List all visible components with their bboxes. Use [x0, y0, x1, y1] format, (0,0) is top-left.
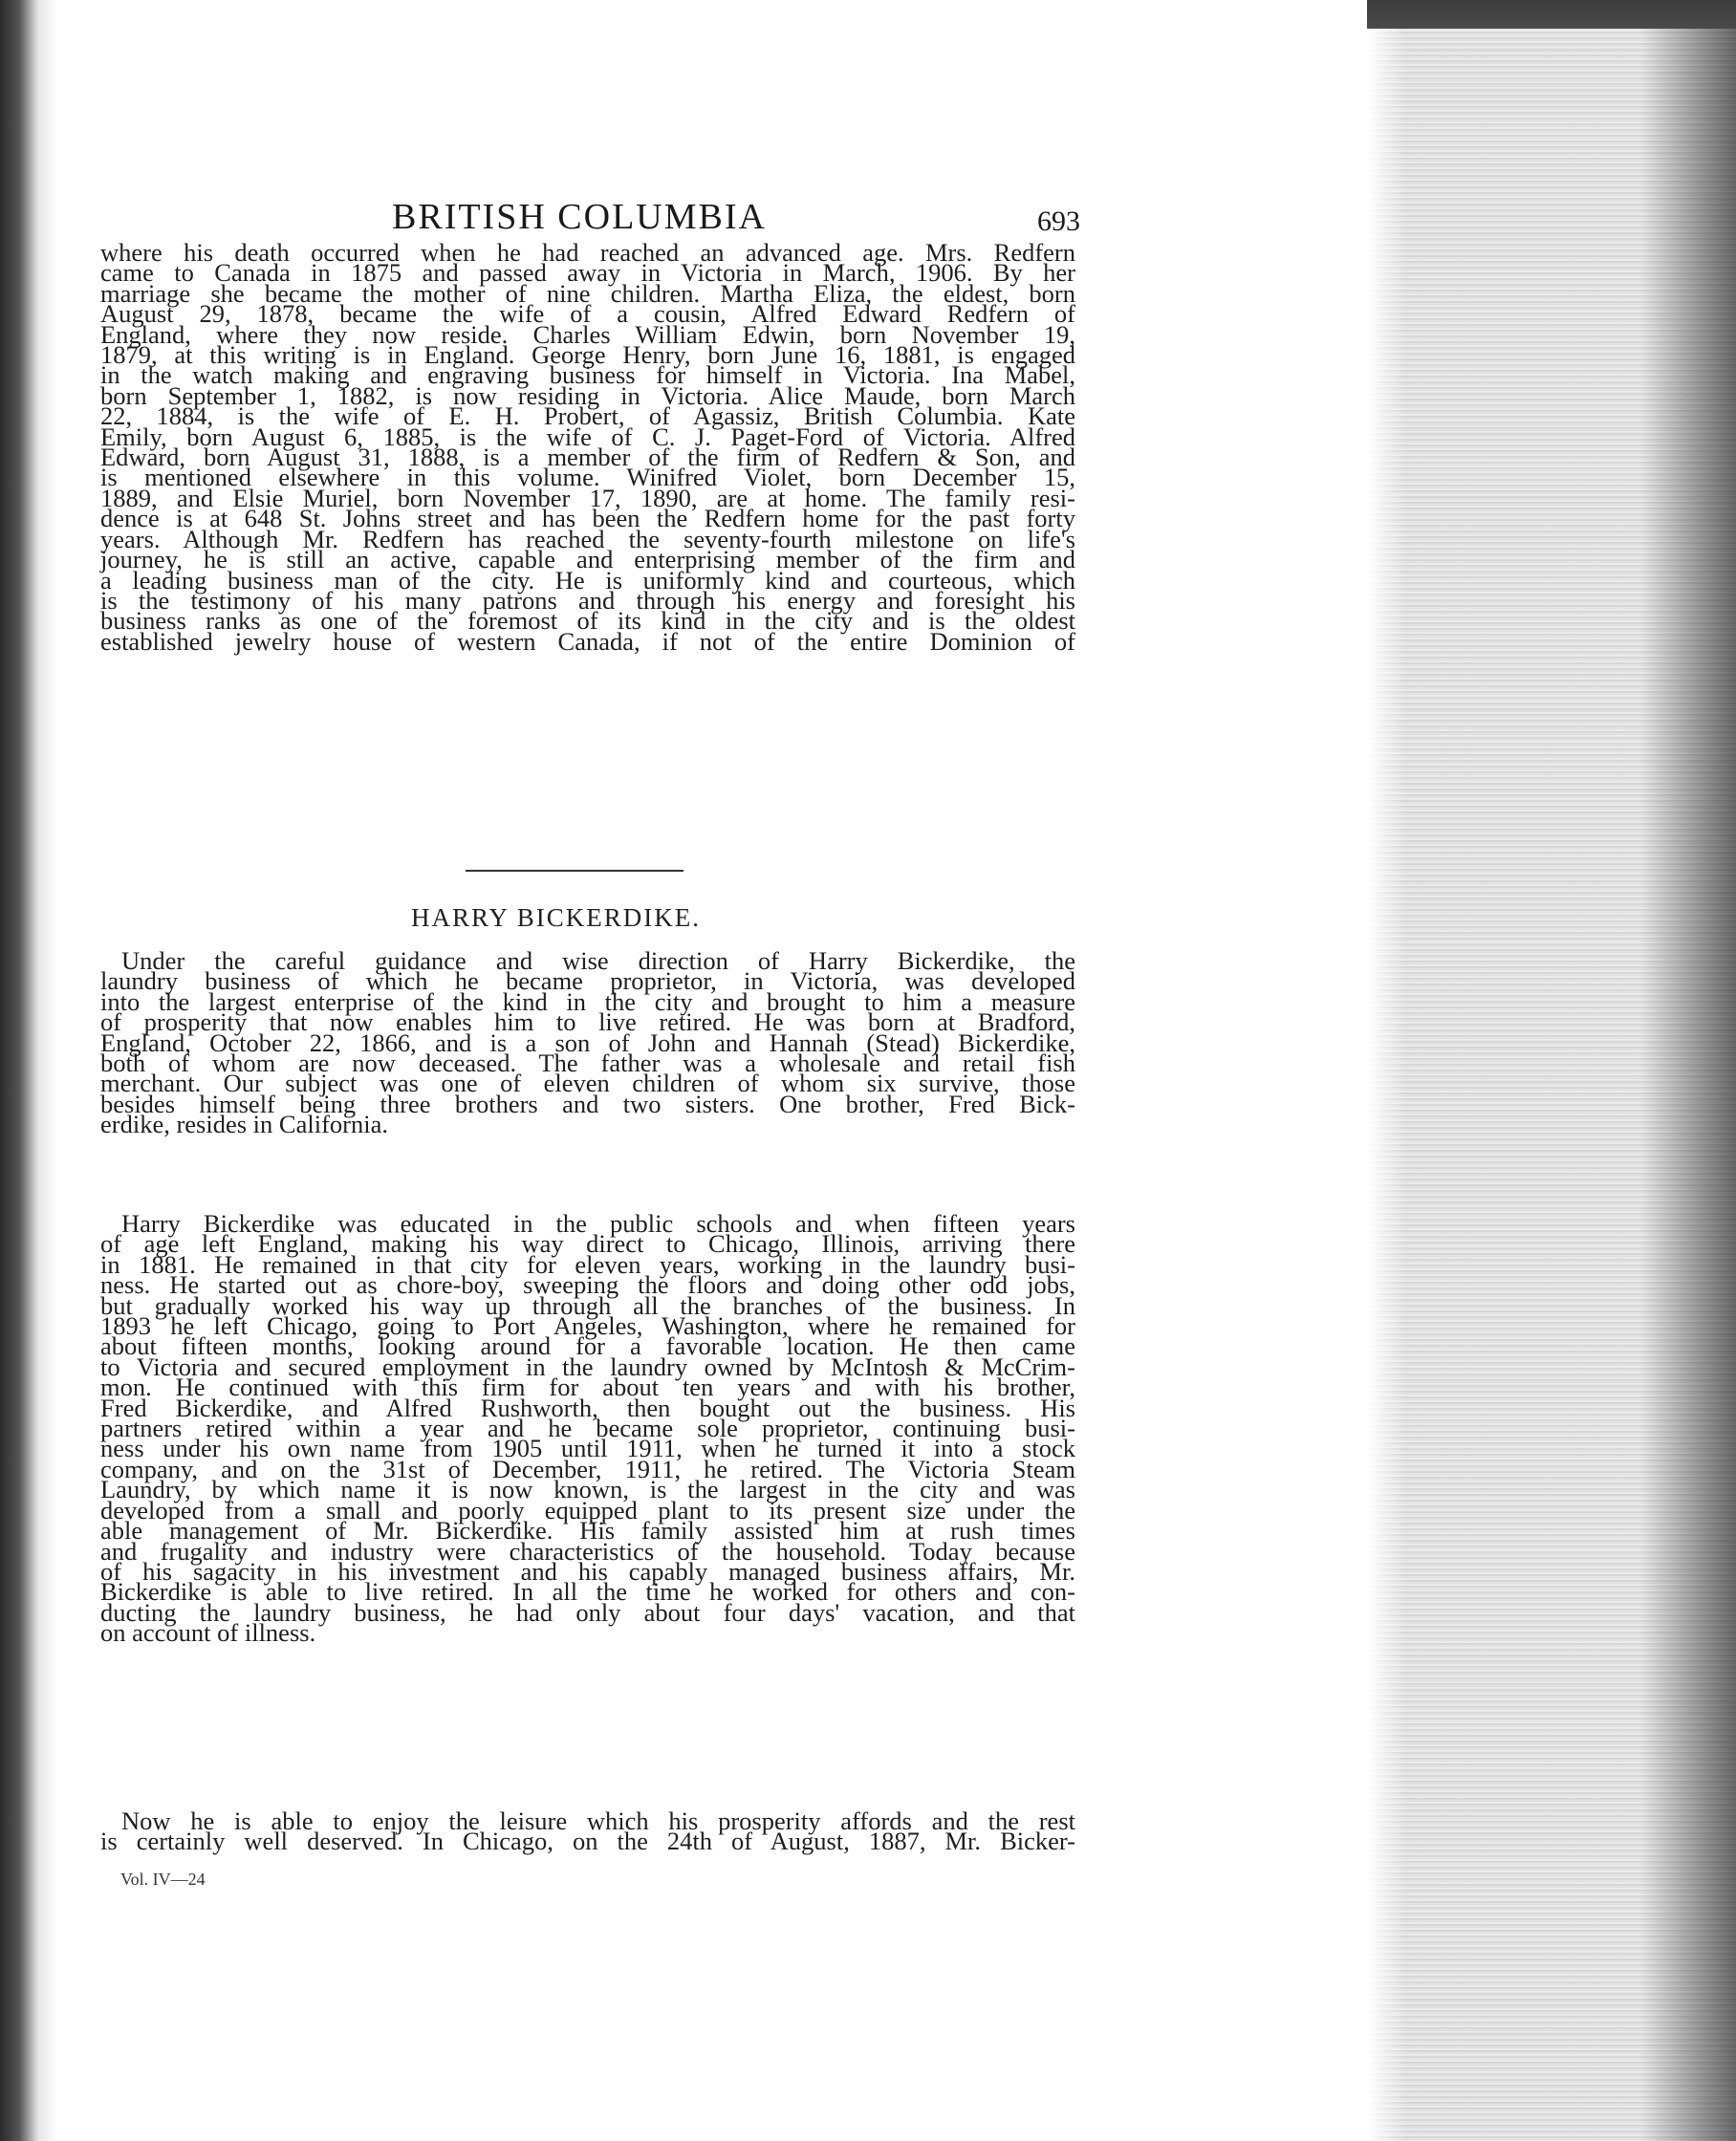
text-line: born September 1, 1882, is now residing in Victoria. Alice Maude, born March	[100, 380, 1075, 410]
text-line: Harry Bickerdike was educated in the public schools and when fifteen years	[121, 1209, 1075, 1238]
text-line: is mentioned elsewhere in this volume. Winifred Violet, born December 15,	[100, 463, 1075, 492]
text-line: came to Canada in 1875 and passed away in Victoria in March, 1906. By her	[100, 258, 1075, 288]
text-line: developed from a small and poorly equipped plant to its present size under the	[100, 1495, 1075, 1525]
text-line: ness under his own name from 1905 until 1911, when he turned it into a stock	[100, 1434, 1075, 1463]
text-line: into the largest enterprise of the kind in the city and brought to him a measure	[100, 986, 1075, 1016]
text-line: 1893 he left Chicago, going to Port Angeles, Washington, where he remained for	[100, 1311, 1075, 1341]
text-line: marriage she became the mother of nine children. Martha Eliza, the eldest, born	[100, 278, 1075, 308]
text-line: of age left England, making his way direct to Chicago, Illinois, arriving there	[100, 1229, 1075, 1259]
page-edges	[1367, 29, 1736, 2141]
text-line: is the testimony of his many patrons and through his energy and foresight his	[100, 585, 1075, 615]
text-line: in 1881. He remained in that city for eleven years, working in the laundry busi-	[100, 1249, 1075, 1279]
text-line: is certainly well deserved. In Chicago, on the 24th of August, 1887, Mr. Bicker-	[100, 1827, 1075, 1856]
text-line: besides himself being three brothers and two sisters. One brother, Fred Bick-	[100, 1089, 1075, 1118]
paragraph-intro	[100, 946, 1075, 1139]
text-line: years. Although Mr. Redfern has reached the seventy-fourth milestone on life's	[100, 524, 1075, 553]
text-line: Fred Bickerdike, and Alfred Rushworth, then bought out the business. His	[100, 1393, 1075, 1422]
paragraph-career	[100, 1209, 1075, 1648]
text-line: journey, he is still an active, capable and enterprising member of the firm and	[100, 545, 1075, 574]
text-line: August 29, 1878, became the wife of a cousin, Alfred Edward Redfern of	[100, 299, 1075, 329]
book-gutter	[0, 0, 57, 2141]
text-line: Under the careful guidance and wise direction of Harry Bickerdike, the	[121, 946, 1075, 975]
text-line: Emily, born August 6, 1885, is the wife of C. J. Paget-Ford of Victoria. Alfred	[100, 422, 1075, 451]
running-head: BRITISH COLUMBIA	[392, 197, 767, 237]
text-line: of his sagacity in his investment and his capably managed business affairs, Mr.	[100, 1556, 1075, 1586]
text-line: 1889, and Elsie Muriel, born November 17, 1890, are at home. The family resi-	[100, 483, 1075, 512]
volume-signature: Vol. IV—24	[120, 1870, 206, 1889]
text-line: England, October 22, 1866, and is a son of John and Hannah (Stead) Bickerdike,	[100, 1027, 1075, 1057]
text-line: and frugality and industry were characteristics of the household. Today because	[100, 1536, 1075, 1566]
text-line: of prosperity that now enables him to live retired. He was born at Bradford,	[100, 1007, 1075, 1037]
text-line: to Victoria and secured employment in the laundry owned by McIntosh & McCrim-	[100, 1352, 1075, 1381]
text-line: but gradually worked his way up through all the branches of the business. In	[100, 1290, 1075, 1320]
text-line: Laundry, by which name it is now known, is the largest in the city and was	[100, 1475, 1075, 1504]
text-line: erdike, resides in California.	[100, 1110, 388, 1139]
paragraph-redfern	[100, 238, 1075, 656]
text-line: where his death occurred when he had reached an advanced age. Mrs. Redfern	[100, 238, 1075, 267]
text-line: a leading business man of the city. He is uniformly kind and courteous, which	[100, 565, 1075, 595]
text-line: company, and on the 31st of December, 1911, he retired. The Victoria Steam	[100, 1454, 1075, 1483]
text-line: mon. He continued with this firm for about ten years and with his brother,	[100, 1373, 1075, 1402]
section-title: HARRY BICKERDIKE.	[411, 903, 702, 932]
text-line: partners retired within a year and he became sole proprietor, continuing busi-	[100, 1414, 1075, 1443]
page-number: 693	[1037, 205, 1080, 237]
text-line: in the watch making and engraving business for himself in Victoria. Ina Mabel,	[100, 360, 1075, 390]
text-line: Now he is able to enjoy the leisure which his prosperity affords and the rest	[121, 1806, 1075, 1835]
text-line: established jewelry house of western Canada, if not of the entire Dominion of	[100, 626, 1075, 656]
text-line: about fifteen months, looking around for a favorable location. He then came	[100, 1331, 1075, 1361]
text-line: Bickerdike is able to live retired. In all the time he worked for others and con-	[100, 1577, 1075, 1607]
text-line: merchant. Our subject was one of eleven children of whom six survive, those	[100, 1069, 1075, 1098]
text-line: business ranks as one of the foremost of its kind in the city and is the oldest	[100, 606, 1075, 636]
text-line: on account of illness.	[100, 1618, 316, 1648]
text-line: 22, 1884, is the wife of E. H. Probert, of Agassiz, British Columbia. Kate	[100, 401, 1075, 431]
section-divider	[466, 870, 684, 872]
text-line: ness. He started out as chore-boy, sweeping the floors and doing other odd jobs,	[100, 1270, 1075, 1300]
text-line: both of whom are now deceased. The father was a wholesale and retail fish	[100, 1049, 1075, 1078]
text-line: ducting the laundry business, he had only about four days' vacation, and that	[100, 1597, 1075, 1627]
text-line: England, where they now reside. Charles William Edwin, born November 19,	[100, 319, 1075, 349]
text-line: able management of Mr. Bickerdike. His family assisted him at rush times	[100, 1516, 1075, 1546]
text-line: 1879, at this writing is in England. George Henry, born June 16, 1881, is engaged	[100, 340, 1075, 370]
paragraph-closing	[100, 1806, 1075, 1856]
text-line: Edward, born August 31, 1888, is a member of the firm of Redfern & Son, and	[100, 443, 1075, 472]
text-line: dence is at 648 St. Johns street and has been the Redfern home for the past forty	[100, 504, 1075, 533]
text-line: laundry business of which he became proprietor, in Victoria, was developed	[100, 966, 1075, 996]
